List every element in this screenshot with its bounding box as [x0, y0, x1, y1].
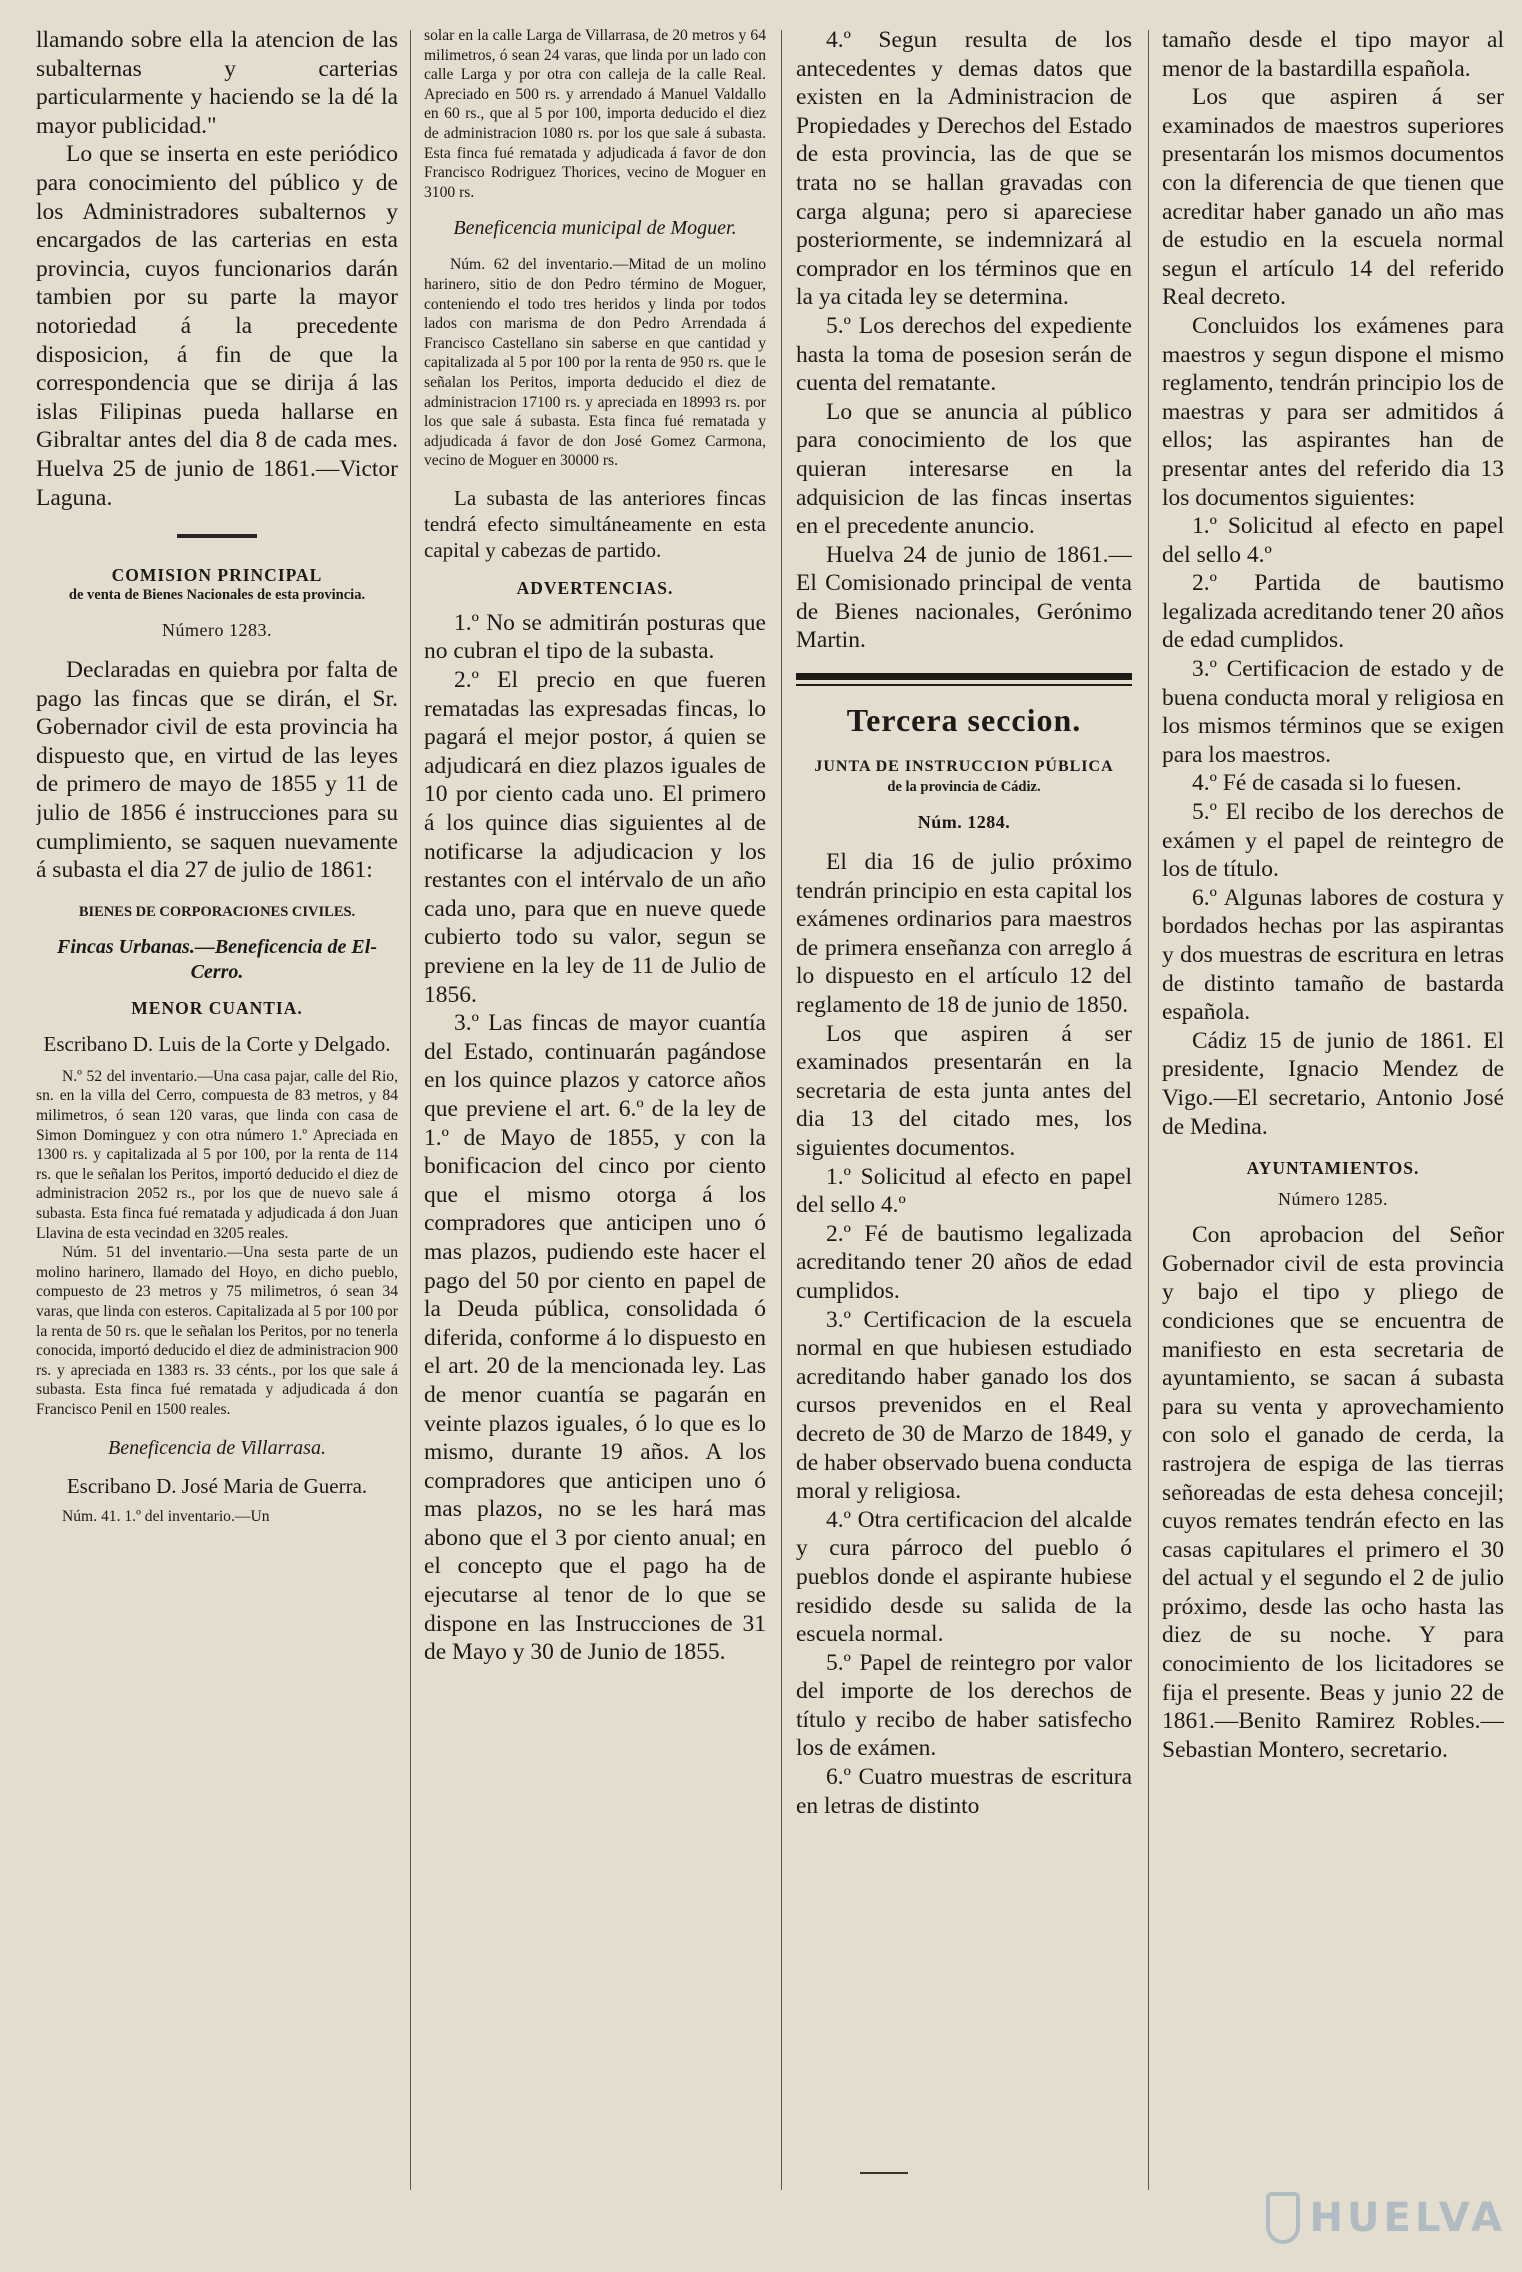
section-separator	[796, 684, 1132, 686]
column-rule	[1148, 30, 1149, 2190]
paragraph: Núm. 41. 1.º del inventario.—Un	[62, 1507, 270, 1525]
paragraph: 5.º Papel de reintegro por valor del importe de los derechos de título y recibo de haber satisfecho los de exámen.	[796, 1649, 1132, 1762]
paragraph: 4.º Otra certificacion del alcalde y cura párroco del pueblo ó pueblos donde el aspirante hubiese residido desde su salida de la escuela normal.	[796, 1506, 1132, 1648]
paragraph: Los que aspiren á ser examinados de maestros superiores presentarán los mismos documentos con la diferencia de que tienen que acreditar haber ganado un año mas de estudio en la escuela normal segun el artículo 14 del referido Real decreto.	[1162, 84, 1504, 311]
paragraph: 3.º Las fincas de mayor cuantía del Estado, continuarán pagándose en los quince plazos y catorce años que previene el art. 6.º de la ley de 1.º de Mayo de 1855, y con la bonificacion del cinco por ciento que el mismo otorga á los compradores que anticipen uno ó mas plazos, pudiendo este hacer el pago del 50 por ciento en papel de la Deuda pública, consolidada ó diferida, conforme á lo dispuesto en el art. 20 de la mencionada ley. Las de menor cuantía se pagarán en veinte plazos iguales, ó lo que es lo mismo, durante 19 años. A los compradores que anticipen uno ó mas plazos, no se les hará mas abono que el 3 por ciento anual; en el concepto que el pago ha de ejecutarse al tenor de lo que se dispone en las Instrucciones de 31 de Mayo y 30 de Junio de 1855.	[424, 1010, 766, 1666]
section-separator	[796, 673, 1132, 680]
section-heading: ADVERTENCIAS.	[516, 577, 674, 598]
notice-number: Número 1283.	[162, 620, 272, 641]
paragraph: Concluidos los exámenes para maestros y segun dispone el mismo reglamento, tendrán principio los de maestras y para ser admitidos á ellos; las aspirantes han de presentar antes del referido dia 13 los documentos siguientes:	[1162, 312, 1504, 511]
notice-number: Núm. 1284.	[917, 812, 1011, 833]
paragraph: 2.º Fé de bautismo legalizada acreditando tener 20 años de edad cumplidos.	[796, 1220, 1132, 1304]
paragraph: Núm. 51 del inventario.—Una sesta parte de un molino harinero, llamado del Hoyo, en dicho pueblo, compuesto de 23 metros y 75 milimetros, ó sean 34 varas, que linda con esteros. Capitalizada al 5 por 100 por la renta de 50 rs. que le señalan los Peritos, por no tenerla conocida, importó deducido el diez de administracion 900 rs. y apreciada en 1383 rs. 33 cénts., por los que sale á subasta. Esta finca fué rematada y adjudicada á don Francisco Penil en 1500 reales.	[36, 1244, 398, 1418]
category-heading: MENOR CUANTIA.	[131, 997, 303, 1018]
paragraph: Núm. 62 del inventario.—Mitad de un molino harinero, sitio de don Pedro término de Moguer, conteniendo el todo tres heridos y linda por todos lados con marisma de don Pedro Arrendada á Francisco Castellano sin saberse en que cantidad y capitalizada al 5 por 100 por la renta de 950 rs. que le señalan los Peritos, importa deducido el diez de administracion 17100 rs. y apreciada en 18993 rs. por los que sale á subasta. Esta finca fué rematada y adjudicada á favor de don José Gomez Carmona, vecino de Moguer en 30000 rs.	[424, 256, 766, 470]
paragraph: 5.º Los derechos del expediente hasta la toma de posesion serán de cuenta del rematante.	[796, 312, 1132, 397]
paragraph: Lo que se anuncia al público para conocimiento de los que quieran interesarse en la adquisicion de las fincas insertas en el precedente anuncio.	[796, 398, 1132, 540]
category-heading: Beneficencia de Villarrasa.	[108, 1436, 326, 1459]
paragraph: El dia 16 de julio próximo tendrán principio en esta capital los exámenes ordinarios para maestros de primera enseñanza con arreglo á lo dispuesto en el artículo 12 del reglamento de 18 de junio de 1850.	[796, 849, 1132, 1019]
paragraph: 3.º Certificacion de estado y de buena conducta moral y religiosa en los mismos términos que se exigen para los maestros.	[1162, 656, 1504, 768]
paragraph: 6.º Cuatro muestras de escritura en letras de distinto	[796, 1764, 1132, 1819]
paragraph: 4.º Segun resulta de los antecedentes y demas datos que existen en la Administracion de Propiedades y Derechos del Estado de esta provincia, las de que se trata no se hallan gravadas con carga alguna; pero si apareciese posteriormente, se indemnizará al comprador en los términos que en la ya citada ley se determina.	[796, 27, 1132, 311]
paragraph: 2.º Partida de bautismo legalizada acreditando tener 20 años de edad cumplidos.	[1162, 570, 1504, 654]
paragraph: Cádiz 15 de junio de 1861. El presidente, Ignacio Mendez de Vigo.—El secretario, Antonio José de Medina.	[1162, 1027, 1504, 1140]
section-subheading: de venta de Bienes Nacionales de esta provincia.	[68, 587, 366, 604]
section-title: Tercera seccion.	[846, 702, 1082, 739]
paragraph: Huelva 24 de junio de 1861.—El Comisionado principal de venta de Bienes nacionales, Gerónimo Martin.	[796, 541, 1132, 654]
section-heading: AYUNTAMIENTOS.	[1246, 1158, 1420, 1179]
paragraph: solar en la calle Larga de Villarrasa, de 20 metros y 64 milimetros, ó sean 24 varas, que linda por un lado con calle Larga y por otra con calleja de la calle Real. Apreciado en 500 rs. y arrendado á Manuel Valdallo en 60 rs., que al 5 por 100, importa deducido el diez de administracion 1080 rs. por los que sale á subasta. Esta finca fué rematada y adjudicada á favor de don Francisco Rodriguez Thorices, vecino de Moguer en 3100 rs.	[424, 27, 766, 201]
section-subheading: de la provincia de Cádiz.	[887, 779, 1041, 796]
separator	[177, 534, 257, 538]
notary-line: Escribano D. Luis de la Corte y Delgado.	[43, 1031, 391, 1056]
paragraph: 4.º Fé de casada si lo fuesen.	[1192, 770, 1462, 797]
column-4	[1162, 26, 1504, 2236]
paragraph: 2.º El precio en que fueren rematadas las expresadas fincas, lo pagará el mejor postor, á quien se adjudicará en diez plazos iguales de 10 por ciento cada uno. El primero á los quince dias siguientes al de notificarse la adjudicacion y los restantes con el intérvalo de un año cada uno, para que en nueve quede cubierto todo su valor, segun se previene en la ley de 11 de Julio de 1856.	[424, 667, 766, 1008]
paragraph: Declaradas en quiebra por falta de pago las fincas que se dirán, el Sr. Gobernador civil de esta provincia ha dispuesto que, en virtud de las leyes de primero de mayo de 1855 y 11 de julio de 1856 é instrucciones para su cumplimiento, se saquen nuevamente á subasta el dia 27 de julio de 1861:	[36, 657, 398, 884]
section-heading: JUNTA DE INSTRUCCION PÚBLICA	[814, 758, 1114, 776]
section-heading: COMISION PRINCIPAL	[111, 565, 323, 586]
watermark-text: HUELVA	[1309, 2195, 1506, 2241]
paragraph: 1.º No se admitirán posturas que no cubran el tipo de la subasta.	[424, 609, 766, 665]
paragraph: N.º 52 del inventario.—Una casa pajar, calle del Rio, sn. en la villa del Cerro, compuesta de 83 metros, y 84 milimetros, ó sean 120 varas, que linda con casa de Simon Dominguez y con otra número 1.º Apreciada en 1300 rs. y capitalizada al 5 por 100, por la renta de 114 rs. que le señalan los Peritos, importó deducido el diez de administracion 2052 rs., por los que de nuevo sale á subasta. Esta finca fué rematada y adjudicada á don Juan Llavina de esta vecindad en 3205 reales.	[36, 1067, 398, 1242]
paragraph: 5.º El recibo de los derechos de exámen y el papel de reintegro de los de título.	[1162, 799, 1504, 883]
watermark-logo	[1266, 2184, 1506, 2252]
column-rule	[781, 30, 782, 2190]
bottom-separator	[860, 2172, 908, 2174]
column-3	[796, 26, 1132, 2236]
column-2	[424, 26, 766, 2236]
category-heading: Fincas Urbanas.—Beneficencia de El-Cerro.	[57, 935, 377, 983]
paragraph: Con aprobacion del Señor Gobernador civil de esta provincia y bajo el tipo y pliego de condiciones que se encuentra de manifiesto en esta secretaria de ayuntamiento, se sacan á subasta para su venta y aprovechamiento con solo el ganado de cerda, la rastrojera de espiga de las tierras señoreadas de esta dehesa concejil; cuyos remates tendrán efecto en las casas capitulares el primero el 30 del actual y el segundo el 2 de julio próximo, desde las ocho hasta las diez de su noche. Y para conocimiento de los licitadores se fija el presente. Beas y junio 22 de 1861.—Benito Ramirez Robles.—Sebastian Montero, secretario.	[1162, 1222, 1504, 1763]
notary-line: Escribano D. José Maria de Guerra.	[66, 1473, 368, 1498]
paragraph: La subasta de las anteriores fincas tendrá efecto simultáneamente en esta capital y cabezas de partido.	[424, 485, 766, 562]
notice-number: Número 1285.	[1278, 1189, 1388, 1210]
column-rule	[410, 30, 411, 2190]
paragraph: Los que aspiren á ser examinados presentarán en la secretaria de esta junta antes del dia 13 del citado mes, los siguientes documentos.	[796, 1020, 1132, 1161]
huelva-shield-icon	[1266, 2192, 1300, 2244]
paragraph: 1.º Solicitud al efecto en papel del sello 4.º	[796, 1163, 1132, 1219]
category-heading: Beneficencia municipal de Moguer.	[453, 217, 737, 240]
paragraph: 6.º Algunas labores de costura y bordados hechas por las aspirantas y dos muestras de escritura en letras de distinto tamaño de bastarda española.	[1162, 884, 1504, 1026]
category-heading: BIENES DE CORPORACIONES CIVILES.	[78, 903, 356, 920]
paragraph: Lo que se inserta en este periódico para conocimiento del público y de los Administradores subalternos y encargados de las carterias en esta provincia, cuyos funcionarios darán tambien por su parte la mayor notoriedad á la precedente disposicion, á fin de que la correspondencia que se dirija á las islas Filipinas pueda hallarse en Gibraltar antes del dia 8 de cada mes. Huelva 25 de junio de 1861.—Victor Laguna.	[36, 141, 398, 511]
paragraph: llamando sobre ella la atencion de las subalternas y carterias particularmente y haciendo se la dé la mayor publicidad."	[36, 27, 398, 139]
paragraph: 1.º Solicitud al efecto en papel del sello 4.º	[1162, 513, 1504, 568]
paragraph: 3.º Certificacion de la escuela normal en que hubiesen estudiado acreditando haber ganado los dos cursos prevenidos en el Real decreto de 30 de Marzo de 1849, y de haber observado buena conducta moral y religiosa.	[796, 1306, 1132, 1505]
column-1	[36, 26, 398, 2236]
paragraph: tamaño desde el tipo mayor al menor de la bastardilla española.	[1162, 27, 1504, 82]
